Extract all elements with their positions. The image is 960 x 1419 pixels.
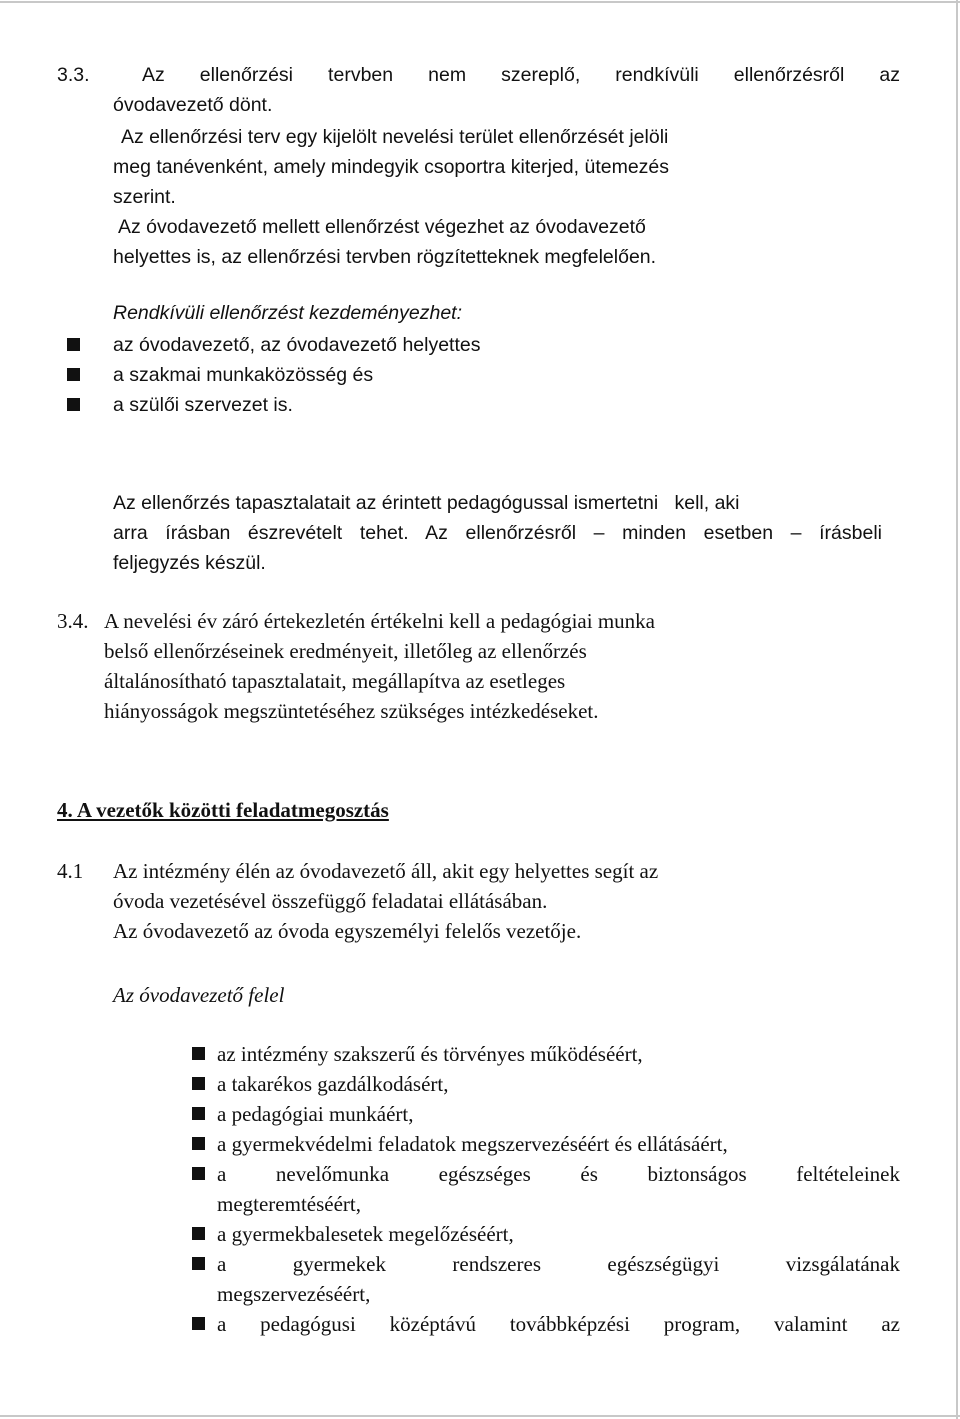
list-item: a gyermekvédelmi feladatok megszervezéséért és ellátásáért, xyxy=(217,1132,728,1156)
square-bullet-icon xyxy=(67,338,80,351)
list-item: a pedagógusi középtávú továbbképzési program, valamint az xyxy=(217,1312,900,1336)
paragraph-line: Az óvodavezető mellett ellenőrzést végezhet az óvodavezető xyxy=(118,216,646,238)
paragraph-line: feljegyzés készül. xyxy=(113,552,266,574)
paragraph-line: szerint. xyxy=(113,186,176,208)
paragraph-line: általánosítható tapasztalatait, megállapítva az esetleges xyxy=(104,669,566,693)
section-number: 3.4. xyxy=(57,609,89,633)
paragraph-line: óvoda vezetésével összefüggő feladatai ellátásában. xyxy=(113,889,548,913)
paragraph-line: Az ellenőrzés tapasztalatait az érintett pedagógussal ismertetni kell, aki xyxy=(113,492,740,514)
list-heading: Rendkívüli ellenőrzést kezdeményezhet: xyxy=(113,302,463,324)
square-bullet-icon xyxy=(192,1077,205,1090)
chapter-title: 4. A vezetők közötti feladatmegosztás xyxy=(57,798,389,822)
square-bullet-icon xyxy=(192,1227,205,1240)
list-item: a pedagógiai munkáért, xyxy=(217,1102,414,1126)
paragraph-line: hiányosságok megszüntetéséhez szükséges intézkedéseket. xyxy=(104,699,599,723)
page-border-top xyxy=(0,1,960,3)
paragraph-line: Az intézmény élén az óvodavezető áll, akit egy helyettes segít az xyxy=(113,859,659,883)
section-number: 3.3. xyxy=(57,64,90,86)
list-item: az intézmény szakszerű és törvényes működéséért, xyxy=(217,1042,643,1066)
list-item: a takarékos gazdálkodásért, xyxy=(217,1072,449,1096)
paragraph-line: A nevelési év záró értekezletén értékelni kell a pedagógiai munka xyxy=(104,609,655,633)
list-item: a nevelőmunka egészséges és biztonságos feltételeinek xyxy=(217,1162,900,1186)
square-bullet-icon xyxy=(192,1317,205,1330)
paragraph-line: Az ellenőrzési terv egy kijelölt nevelési terület ellenőrzését jelöli xyxy=(121,126,669,148)
list-item: a gyermekek rendszeres egészségügyi vizsgálatának xyxy=(217,1252,900,1276)
list-item: a szakmai munkaközösség és xyxy=(113,364,374,386)
square-bullet-icon xyxy=(67,398,80,411)
paragraph-line: Az óvodavezető az óvoda egyszemélyi felelős vezetője. xyxy=(113,919,582,943)
paragraph-line: helyettes is, az ellenőrzési tervben rögzítetteknek megfelelően. xyxy=(113,246,657,268)
paragraph-line: belső ellenőrzéseinek eredményeit, illetőleg az ellenőrzés xyxy=(104,639,587,663)
square-bullet-icon xyxy=(192,1257,205,1270)
list-item: a szülői szervezet is. xyxy=(113,394,293,416)
page-border-right xyxy=(956,0,958,1419)
page-border-bottom xyxy=(0,1415,960,1417)
paragraph-line: arra írásban észrevételt tehet. Az ellenőrzésről – minden esetben – írásbeli xyxy=(113,522,882,544)
list-heading: Az óvodavezető felel xyxy=(113,983,285,1007)
square-bullet-icon xyxy=(192,1107,205,1120)
paragraph-line: Az ellenőrzési tervben nem szereplő, rendkívüli ellenőrzésről az xyxy=(142,64,900,86)
section-number: 4.1 xyxy=(57,859,84,883)
square-bullet-icon xyxy=(67,368,80,381)
list-item: a gyermekbalesetek megelőzéséért, xyxy=(217,1222,514,1246)
paragraph-line: óvodavezető dönt. xyxy=(113,94,273,116)
list-item: az óvodavezető, az óvodavezető helyettes xyxy=(113,334,481,356)
square-bullet-icon xyxy=(192,1047,205,1060)
square-bullet-icon xyxy=(192,1167,205,1180)
list-item-continuation: megteremtéséért, xyxy=(217,1192,362,1216)
square-bullet-icon xyxy=(192,1137,205,1150)
list-item-continuation: megszervezéséért, xyxy=(217,1282,371,1306)
paragraph-line: meg tanévenként, amely mindegyik csoportra kiterjed, ütemezés xyxy=(113,156,670,178)
